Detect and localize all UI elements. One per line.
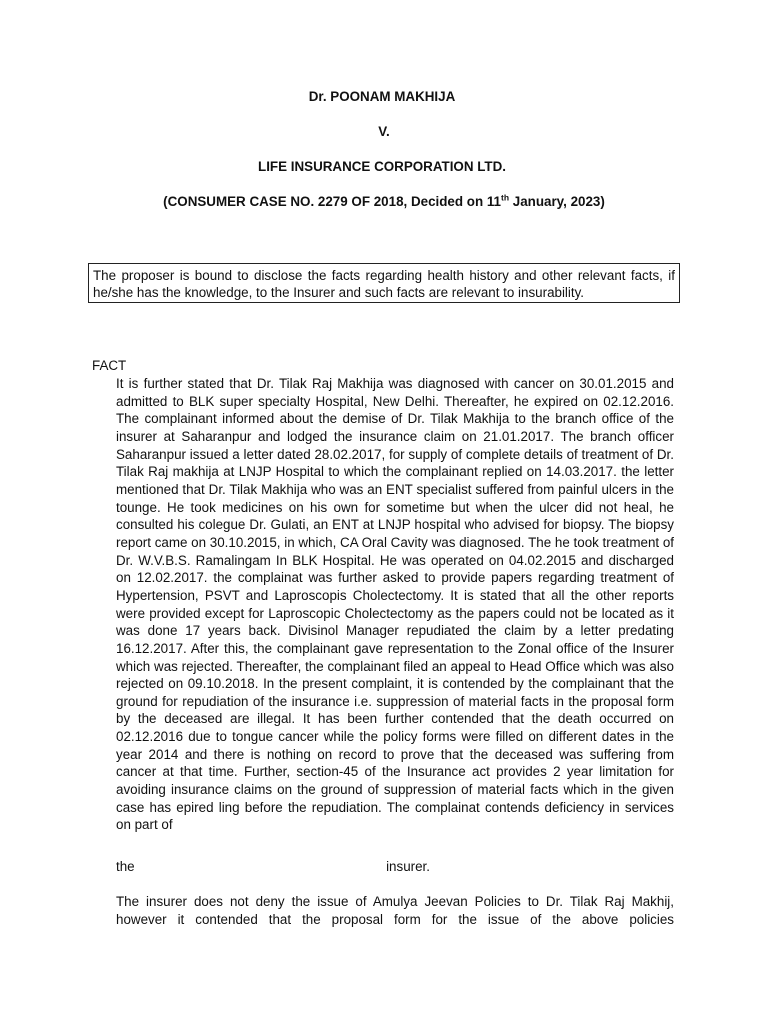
fact-heading: FACT: [92, 358, 127, 373]
citation-ordinal-suffix: th: [501, 192, 510, 203]
headnote-box: The proposer is bound to disclose the facts regarding health history and other relevant facts, if he/she has the knowledge, to the Insurer and such facts are relevant to insurability.: [88, 263, 680, 303]
case-respondent: LIFE INSURANCE CORPORATION LTD.: [258, 159, 506, 174]
case-petitioner: Dr. POONAM MAKHIJA: [308, 89, 456, 104]
fact-last-word: insurer.: [386, 859, 430, 874]
fact-paragraph-last-line: [116, 858, 430, 875]
citation-prefix: (CONSUMER CASE NO. 2279 OF 2018, Decided on 11: [163, 194, 502, 209]
citation-suffix: January, 2023): [509, 194, 605, 209]
versus-label: V.: [378, 124, 390, 139]
insurer-paragraph: The insurer does not deny the issue of Amulya Jeevan Policies to Dr. Tilak Raj Makhij, however it contended that the proposal form for the issue of the above policies: [116, 894, 674, 927]
fact-last-word: the: [116, 859, 135, 874]
fact-paragraph: It is further stated that Dr. Tilak Raj Makhija was diagnosed with cancer on 30.01.2015 and admitted to BLK super specialty Hospital, New Delhi. Thereafter, he expired on 02.12.2016. The complainant informed about the demise of Dr. Tilak Makhija to the branch office of the insurer at Saharanpur and lodged the insurance claim on 21.01.2017. The branch officer Saharanpur issued a letter dated 28.02.2017, for supply of complete details of treatment of Dr. Tilak Raj makhija at LNJP Hospital to which the complainant replied on 14.03.2017. the letter mentioned that Dr. Tilak Makhija who was an ENT specialist suffered from painful ulcers in the tounge. He took medicines on his own for sometime but when the ulcer did not heal, he consulted his colegue Dr. Gulati, an ENT at LNJP hospital who advised for biopsy. The biopsy report came on 30.10.2015, in which, CA Oral Cavity was diagnosed. The he took treatment of Dr. W.V.B.S. Ramalingam In BLK Hospital. He was operated on 04.02.2015 and discharged on 12.02.2017. the complainat was further asked to provide papers regarding treatment of Hypertension, PSVT and Laproscopis Cholectectomy. It is stated that all the other reports were provided except for Laproscopic Cholectectomy as the papers could not be located as it was done 17 years back. Divisinol Manager repudiated the claim by a letter predating 16.12.2017. After this, the complainant gave representation to the Zonal office of the Insurer which was rejected. Thereafter, the complainant filed an appeal to Head Office which was also rejected on 09.10.2018. In the present complaint, it is contended by the complainant that the ground for repudiation of the insurance i.e. suppression of material facts in the proposal form by the deceased are illegal. It has been further contended that the death occurred on 02.12.2016 due to tongue cancer while the policy forms were filled on different dates in the year 2014 and there is nothing on record to prove that the deceased was suffering from cancer at that time. Further, section-45 of the Insurance act provides 2 year limitation for avoiding insurance claims on the ground of suppression of material facts which in the given case has epired ling before the repudiation. The complainat contends deficiency in services on part of: [116, 376, 675, 833]
case-citation: [0, 194, 768, 210]
